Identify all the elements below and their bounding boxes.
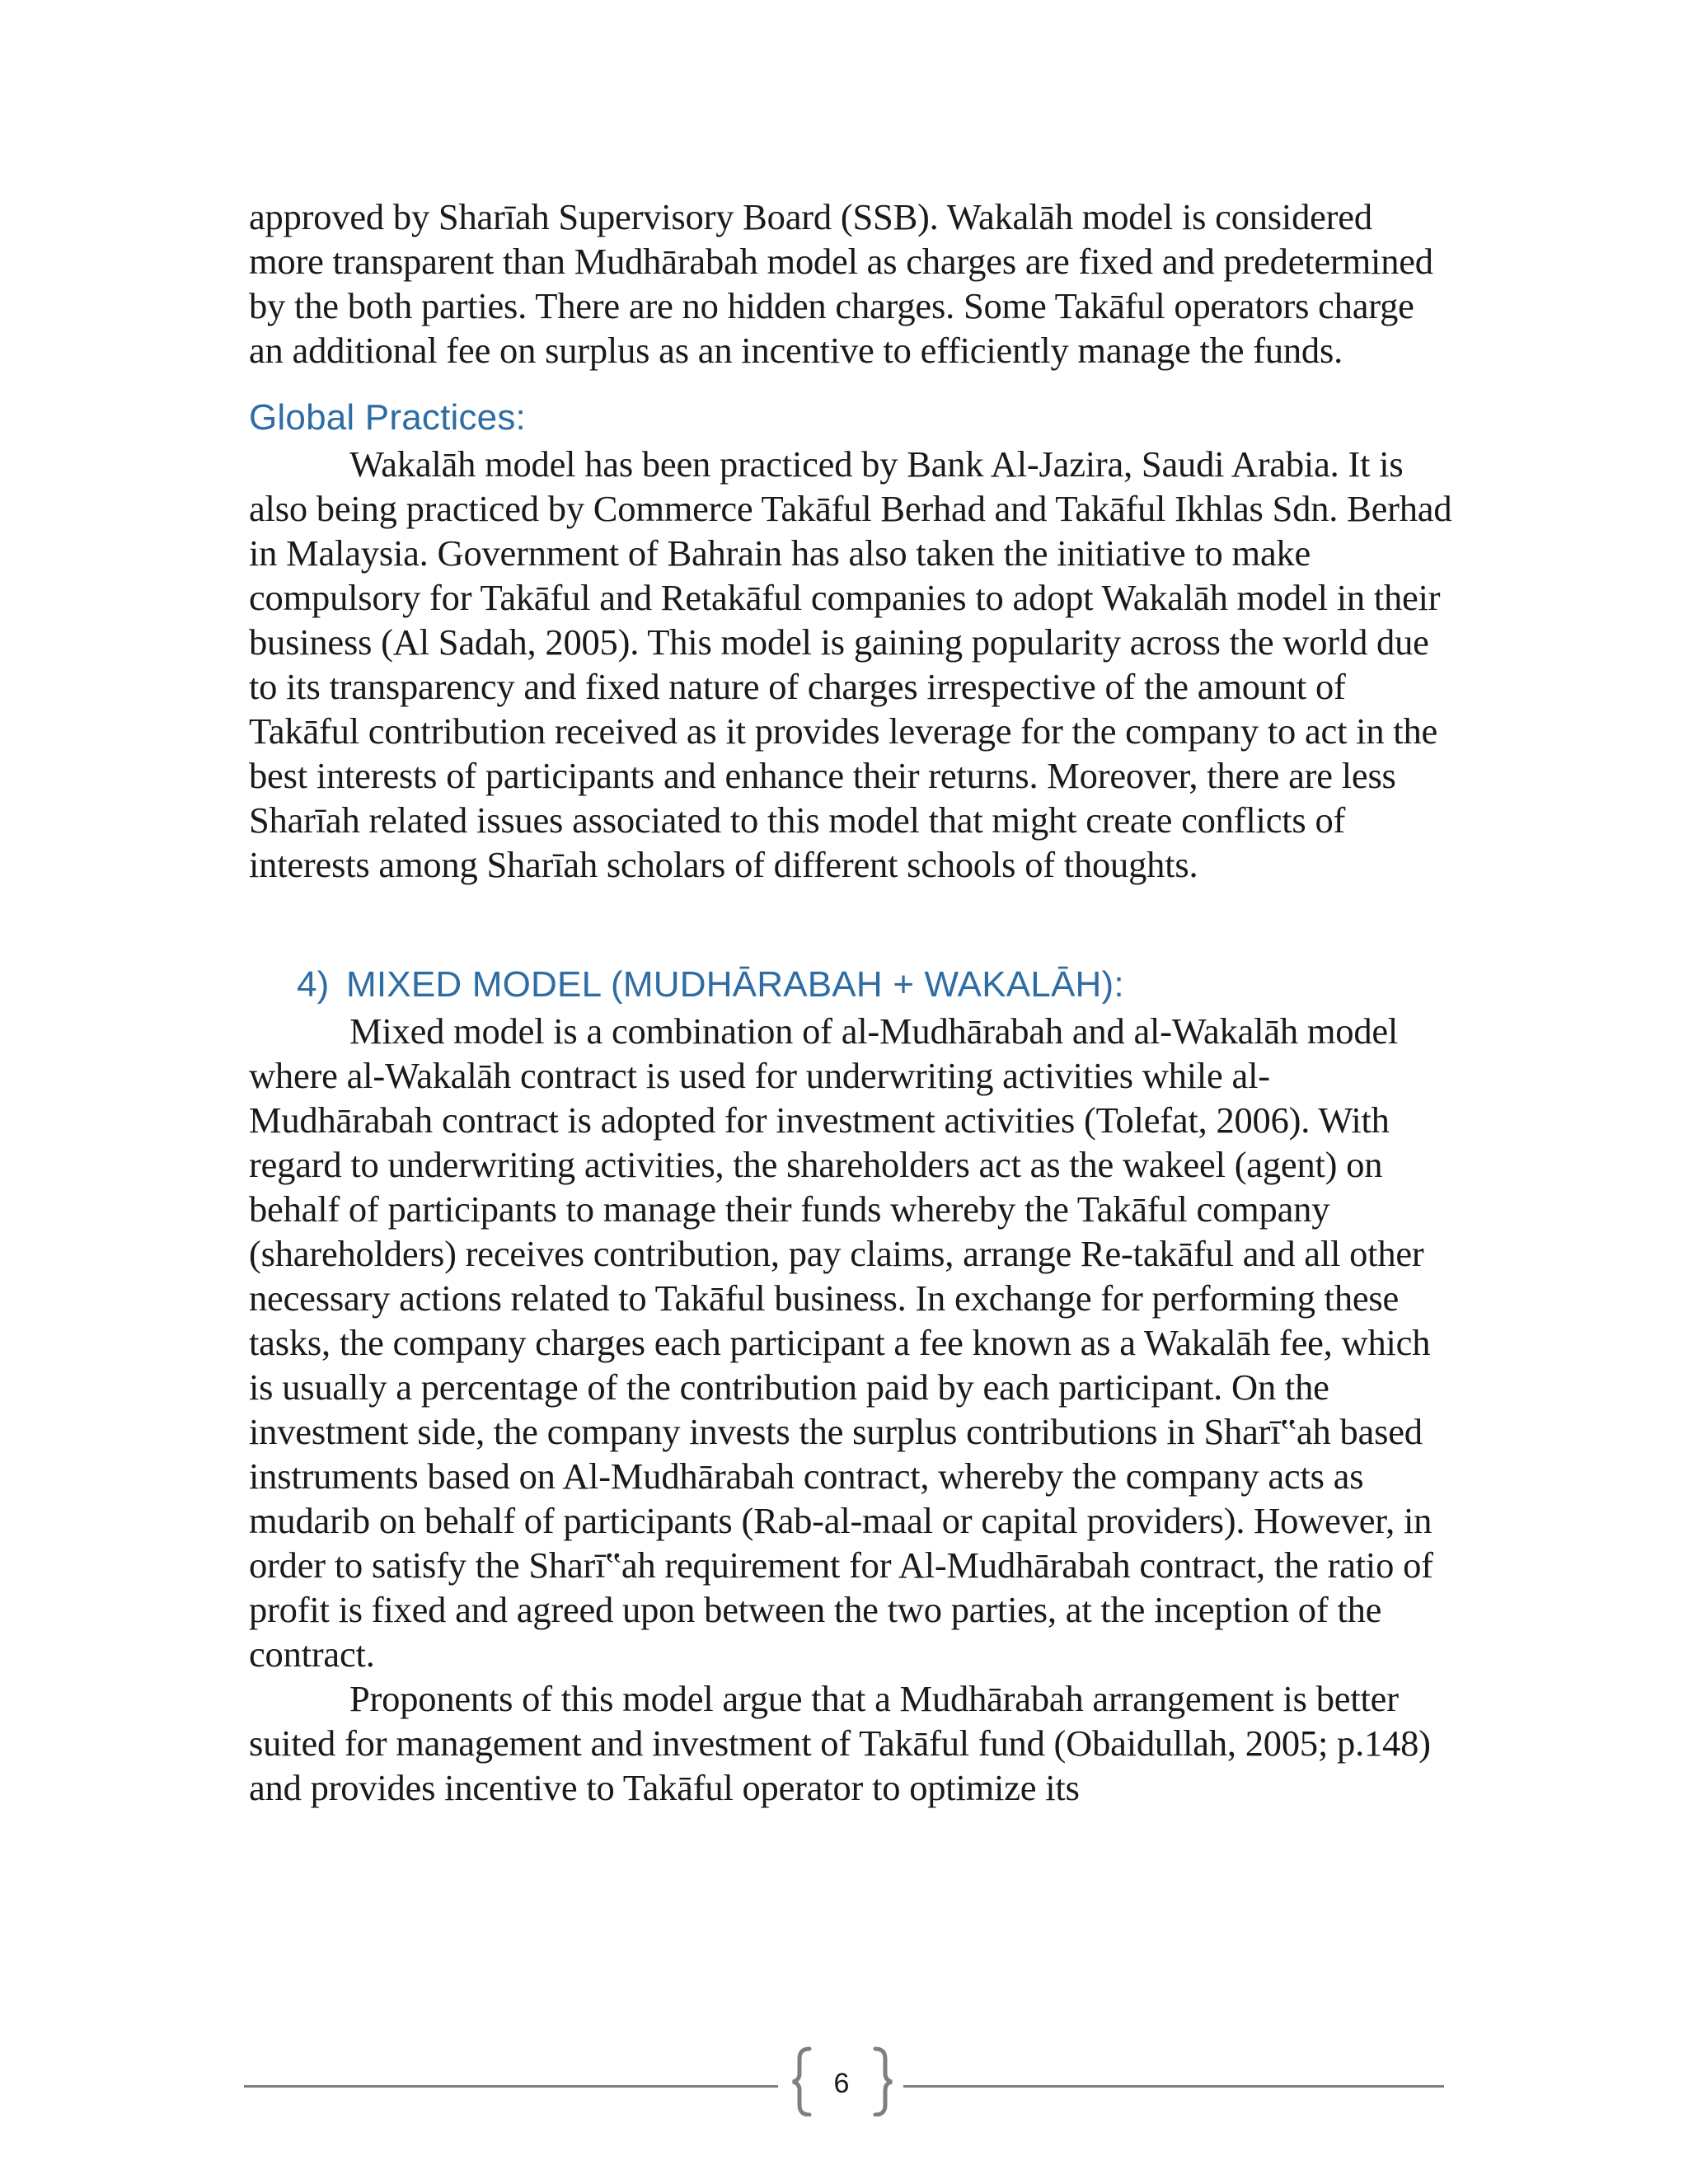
- section-heading-global-practices: Global Practices:: [249, 397, 526, 438]
- paragraph-wakalah-transparency: approved by Sharīah Supervisory Board (SSB). Wakalāh model is considered more transparent than Mudhārabah model as charges are fixed and predetermined by the both parties. There are no hidden charges. Some Takāful operators charge an additional fee on surplus as an incentive to efficiently manage the funds.: [249, 196, 1433, 371]
- page-number: 6: [833, 2068, 850, 2099]
- footer-rule-left: [244, 2085, 778, 2088]
- page-footer: [244, 2042, 1444, 2116]
- footer-rule-right: [903, 2085, 1444, 2088]
- section-heading-mixed-model: [249, 963, 1452, 1007]
- paragraph-proponents: Proponents of this model argue that a Mudhārabah arrangement is better suited for management and investment of Takāful fund (Obaidullah, 2005; p.148) and provides incentive to Takāful operator to optimize its: [249, 1678, 1431, 1808]
- paragraph-mixed-model: Mixed model is a combination of al-Mudhārabah and al-Wakalāh model where al-Wakalāh contract is used for underwriting activities while al-Mudhārabah contract is adopted for investment activities (Tolefat, 2006). With regard to underwriting activities, the shareholders act as the wakeel (agent) on behalf of participants to manage their funds whereby the Takāful company (shareholders) receives contribution, pay claims, arrange Re-takāful and all other necessary actions related to Takāful business. In exchange for performing these tasks, the company charges each participant a fee known as a Wakalāh fee, which is usually a percentage of the contribution paid by each participant. On the investment side, the company invests the surplus contributions in Sharī‟ah based instruments based on Al-Mudhārabah contract, whereby the company acts as mudarib on behalf of participants (Rab-al-maal or capital providers). However, in order to satisfy the Sharī‟ah requirement for Al-Mudhārabah contract, the ratio of profit is fixed and agreed upon between the two parties, at the inception of the contract.: [249, 1010, 1433, 1675]
- paragraph-global-practices: Wakalāh model has been practiced by Bank Al-Jazira, Saudi Arabia. It is also being practiced by Commerce Takāful Berhad and Takāful Ikhlas Sdn. Berhad in Malaysia. Government of Bahrain has also taken the initiative to make compulsory for Takāful and Retakāful companies to adopt Wakalāh model in their business (Al Sadah, 2005). This model is gaining popularity across the world due to its transparency and fixed nature of charges irrespective of the amount of Takāful contribution received as it provides leverage for the company to act in the best interests of participants and enhance their returns. Moreover, there are less Sharīah related issues associated to this model that might create conflicts of interests among Sharīah scholars of different schools of thoughts.: [249, 443, 1452, 885]
- section-title: MIXED MODEL (MUDHĀRABAH + WAKALĀH):: [346, 964, 1124, 1005]
- page-body: [249, 194, 1452, 1810]
- section-number: 4): [297, 964, 330, 1005]
